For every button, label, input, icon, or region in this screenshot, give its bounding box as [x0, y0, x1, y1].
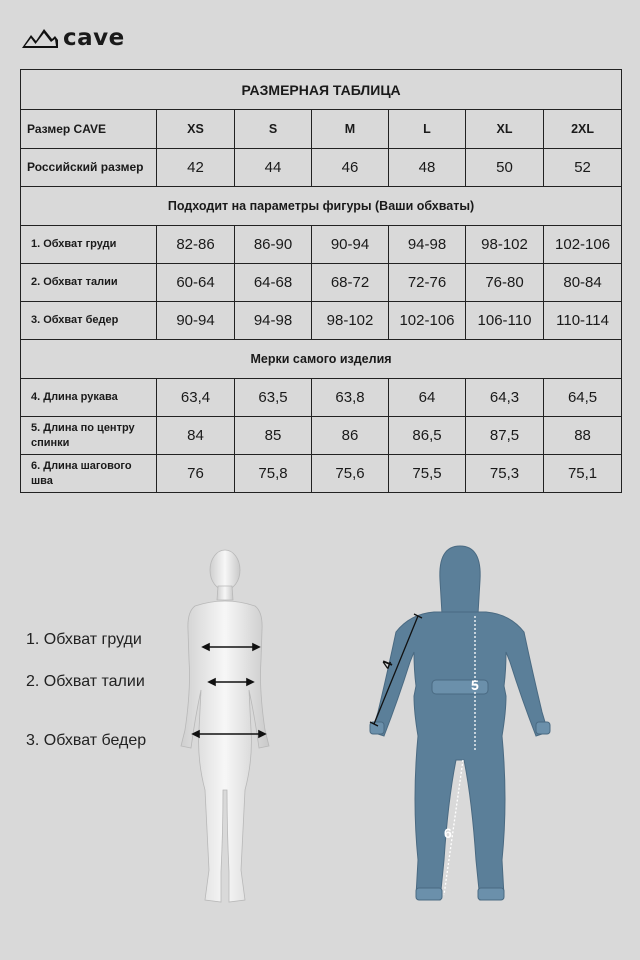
- table-cell: 76-80: [466, 264, 544, 302]
- section-heading: Подходит на параметры фигуры (Ваши обхваты): [21, 187, 622, 226]
- table-cell: 94-98: [235, 302, 312, 340]
- table-cell: 63,4: [157, 379, 235, 417]
- table-cell: 90-94: [157, 302, 235, 340]
- size-header: XS: [157, 110, 235, 149]
- table-cell: 46: [312, 149, 389, 187]
- table-cell: 50: [466, 149, 544, 187]
- jumpsuit-figure: [360, 540, 560, 920]
- table-cell: 52: [544, 149, 622, 187]
- table-row: [21, 302, 622, 340]
- size-header: 2XL: [544, 110, 622, 149]
- row-label: 1. Обхват груди: [21, 226, 157, 264]
- row-label: 6. Длина шагового шва: [21, 455, 157, 493]
- table-cell: 86: [312, 417, 389, 455]
- table-cell: 87,5: [466, 417, 544, 455]
- table-row: [21, 110, 622, 149]
- mark-5: 5: [471, 677, 479, 693]
- legend-waist: 2. Обхват талии: [26, 673, 145, 690]
- mark-4: 4: [377, 657, 396, 672]
- table-cell: 75,3: [466, 455, 544, 493]
- table-cell: 75,1: [544, 455, 622, 493]
- table-cell: 75,8: [235, 455, 312, 493]
- table-row: [21, 264, 622, 302]
- row-label: Размер CAVE: [21, 110, 157, 149]
- section-heading: Мерки самого изделия: [21, 340, 622, 379]
- table-cell: 60-64: [157, 264, 235, 302]
- size-header: XL: [466, 110, 544, 149]
- table-cell: 64,3: [466, 379, 544, 417]
- table-cell: 102-106: [389, 302, 466, 340]
- mountain-icon: [22, 27, 58, 49]
- mark-6: 6: [444, 825, 452, 841]
- table-row: [21, 149, 622, 187]
- table-row: [21, 417, 622, 455]
- table-cell: 80-84: [544, 264, 622, 302]
- mannequin-figure: [165, 540, 285, 920]
- table-cell: 75,5: [389, 455, 466, 493]
- table-cell: 63,8: [312, 379, 389, 417]
- size-header: M: [312, 110, 389, 149]
- table-cell: 98-102: [312, 302, 389, 340]
- table-cell: 75,6: [312, 455, 389, 493]
- table-cell: 68-72: [312, 264, 389, 302]
- brand-name: cave: [63, 25, 125, 51]
- table-cell: 72-76: [389, 264, 466, 302]
- table-cell: 48: [389, 149, 466, 187]
- table-cell: 90-94: [312, 226, 389, 264]
- table-cell: 85: [235, 417, 312, 455]
- table-title: РАЗМЕРНАЯ ТАБЛИЦА: [21, 70, 622, 110]
- table-cell: 42: [157, 149, 235, 187]
- table-cell: 82-86: [157, 226, 235, 264]
- table-cell: 64: [389, 379, 466, 417]
- row-label: 5. Длина по центру спинки: [21, 417, 157, 455]
- table-cell: 98-102: [466, 226, 544, 264]
- table-cell: 64,5: [544, 379, 622, 417]
- table-cell: 64-68: [235, 264, 312, 302]
- row-label: 3. Обхват бедер: [21, 302, 157, 340]
- jumpsuit-body: [372, 612, 548, 900]
- brand-logo: [22, 26, 125, 50]
- row-label: 4. Длина рукава: [21, 379, 157, 417]
- legend-chest: 1. Обхват груди: [26, 631, 142, 648]
- table-cell: 94-98: [389, 226, 466, 264]
- legend-hips: 3. Обхват бедер: [26, 732, 147, 749]
- table-row: [21, 379, 622, 417]
- table-cell: 63,5: [235, 379, 312, 417]
- table-row: [21, 226, 622, 264]
- table-cell: 106-110: [466, 302, 544, 340]
- size-header: L: [389, 110, 466, 149]
- size-table: [20, 69, 622, 493]
- row-label: 2. Обхват талии: [21, 264, 157, 302]
- table-cell: 86,5: [389, 417, 466, 455]
- size-header: S: [235, 110, 312, 149]
- table-cell: 88: [544, 417, 622, 455]
- table-cell: 86-90: [235, 226, 312, 264]
- table-cell: 110-114: [544, 302, 622, 340]
- table-cell: 76: [157, 455, 235, 493]
- table-row: [21, 455, 622, 493]
- table-cell: 84: [157, 417, 235, 455]
- hood: [440, 546, 480, 614]
- table-cell: 102-106: [544, 226, 622, 264]
- table-cell: 44: [235, 149, 312, 187]
- row-label: Российский размер: [21, 149, 157, 187]
